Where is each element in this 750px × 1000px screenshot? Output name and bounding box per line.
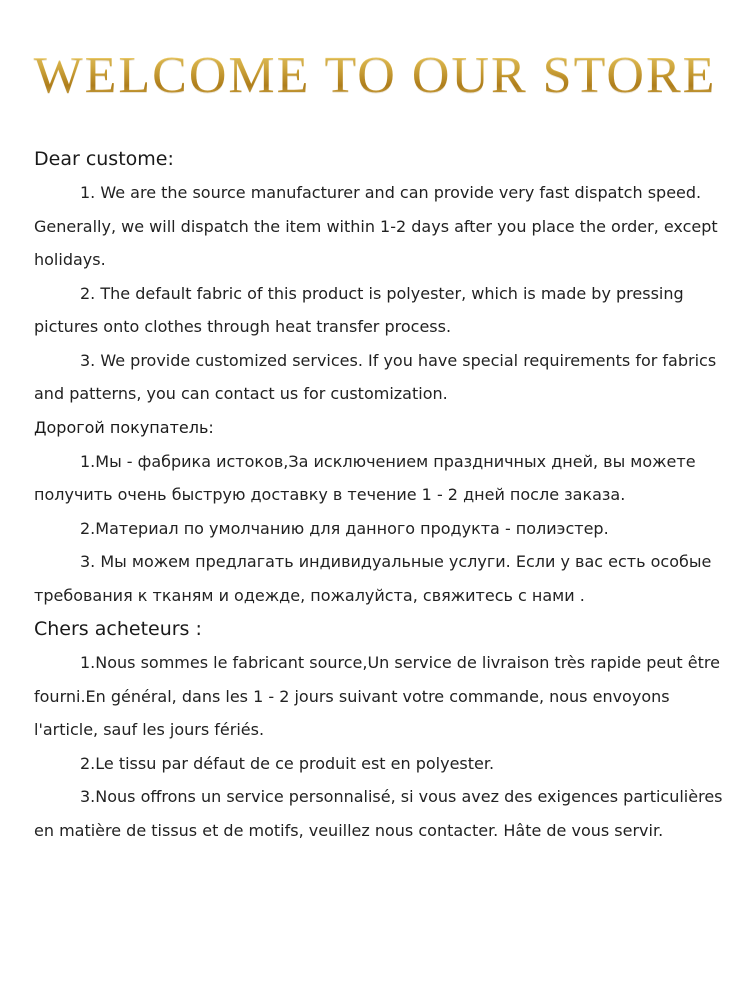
english-item-3: 3. We provide customized services. If you have special requirements for fabrics and patterns, you can contact us for customization. bbox=[34, 350, 717, 403]
english-greeting: Dear custome: bbox=[34, 148, 174, 170]
french-section bbox=[34, 612, 728, 847]
english-section bbox=[34, 142, 728, 411]
english-item-2: 2. The default fabric of this product is polyester, which is made by pressing pictures onto clothes through heat transfer process. bbox=[34, 283, 684, 336]
russian-item-3: 3. Мы можем предлагать индивидуальные услуги. Если у вас есть особые требования к тканям и одежде, пожалуйста, свяжитесь с нами . bbox=[34, 552, 712, 605]
store-notice-body bbox=[34, 142, 728, 847]
russian-greeting: Дорогой покупатель: bbox=[34, 417, 214, 437]
russian-item-2: 2.Материал по умолчанию для данного продукта - полиэстер. bbox=[80, 518, 609, 538]
russian-item-1: 1.Мы - фабрика истоков,За исключением праздничных дней, вы можете получить очень быструю доставку в течение 1 - 2 дней после заказа. bbox=[34, 451, 696, 504]
french-item-2: 2.Le tissu par défaut de ce produit est en polyester. bbox=[80, 753, 495, 773]
french-item-3: 3.Nous offrons un service personnalisé, si vous avez des exigences particulières en matière de tissus et de motifs, veuillez nous contacter. Hâte de vous servir. bbox=[34, 787, 723, 840]
store-welcome-title: WELCOME TO OUR STORE bbox=[0, 44, 750, 108]
english-item-1: 1. We are the source manufacturer and can provide very fast dispatch speed. Generally, we will dispatch the item within 1-2 days after you place the order, except holidays. bbox=[34, 183, 718, 269]
french-item-1: 1.Nous sommes le fabricant source,Un service de livraison très rapide peut être fourni.En général, dans les 1 - 2 jours suivant votre commande, nous envoyons l'article, sauf les jours fériés. bbox=[34, 653, 720, 739]
russian-section bbox=[34, 411, 728, 613]
french-greeting: Chers acheteurs : bbox=[34, 618, 202, 640]
